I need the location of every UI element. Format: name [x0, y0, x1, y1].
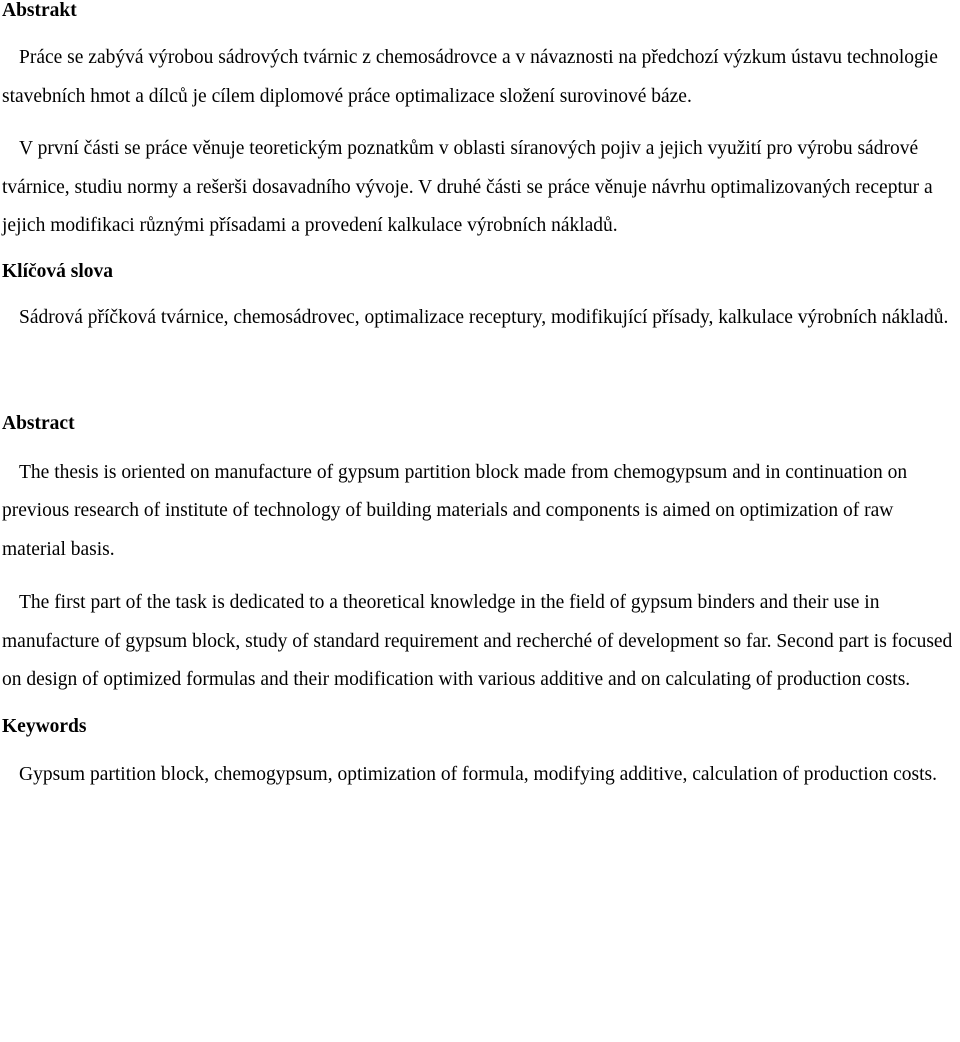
abstract-paragraph-1: The thesis is oriented on manufacture of gypsum partition block made from chemogypsum and in continuation on previous research of institute of technology of building materials and components is aimed on optimization of raw material basis.: [2, 461, 908, 560]
abstrakt-heading: Abstrakt: [2, 0, 77, 21]
keywords-text: Gypsum partition block, chemogypsum, optimization of formula, modifying additive, calculation of production costs.: [19, 763, 937, 785]
keywords-heading: Keywords: [2, 715, 87, 737]
abstrakt-paragraph-1: Práce se zabývá výrobou sádrových tvárnic z chemosádrovce a v návaznosti na předchozí výzkum ústavu technologie stavebních hmot a dílců je cílem diplomové práce optimalizace složení surovinové báze.: [2, 47, 938, 107]
abstract-heading: Abstract: [2, 412, 75, 434]
klicova-slova-text: Sádrová příčková tvárnice, chemosádrovec, optimalizace receptury, modifikující přísady, kalkulace výrobních nákladů.: [19, 306, 949, 328]
abstract-paragraph-2: The first part of the task is dedicated to a theoretical knowledge in the field of gypsum binders and their use in manufacture of gypsum block, study of standard requirement and recherché of development so far. Second part is focused on design of optimized formulas and their modification with various additive and on calculating of production costs.: [2, 592, 953, 690]
czech-abstract-section: [2, 0, 958, 333]
abstrakt-paragraph-2: V první části se práce věnuje teoretickým poznatkům v oblasti síranových pojiv a jejich využití pro výrobu sádrové tvárnice, studiu normy a rešerši dosavadního vývoje. V druhé části se práce věnuje návrhu optimalizovaných receptur a jejich modifikaci různými přísadami a provedení kalkulace výrobních nákladů.: [2, 138, 933, 236]
klicova-slova-heading: Klíčová slova: [2, 260, 114, 282]
english-abstract-section: [2, 413, 958, 794]
document-page: [2, 0, 958, 794]
